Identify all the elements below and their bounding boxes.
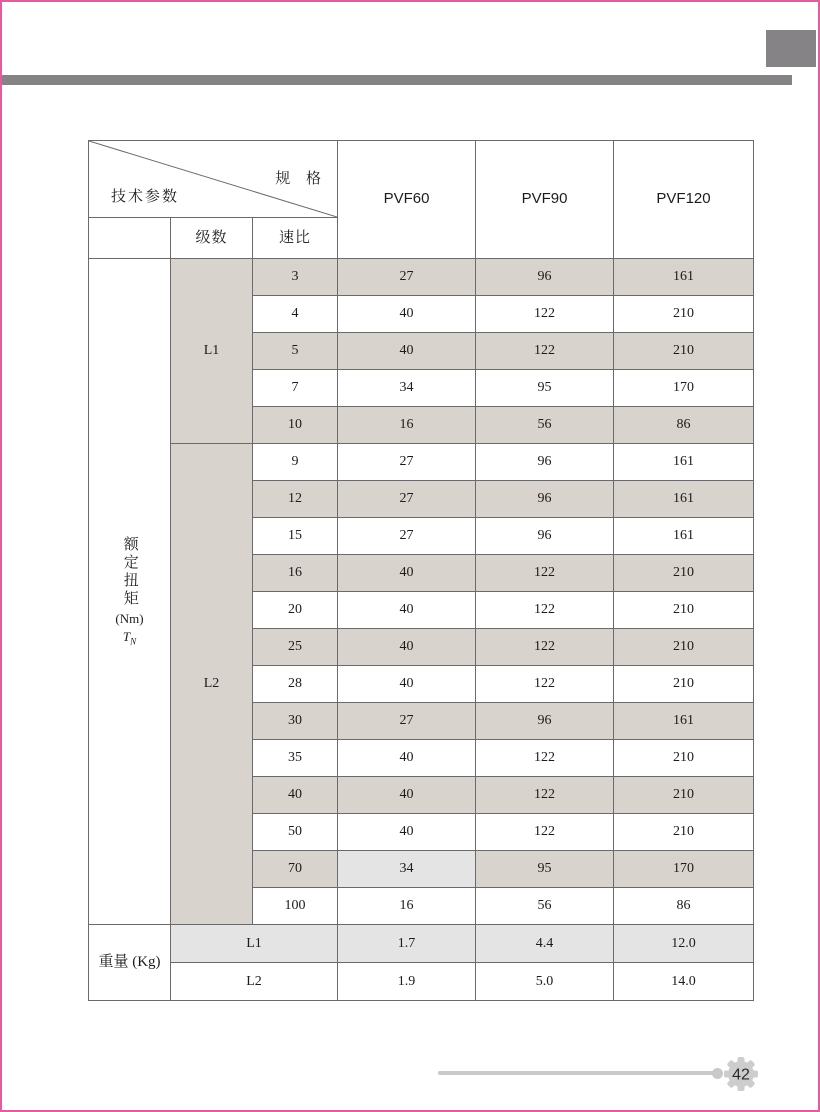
value-cell: 27 [338, 481, 476, 518]
ratio-cell: 40 [253, 777, 338, 814]
value-cell: 122 [476, 592, 614, 629]
value-cell: 122 [476, 555, 614, 592]
value-cell: 161 [614, 518, 754, 555]
weight-stage-cell: L2 [171, 963, 338, 1001]
corner-header-cell [89, 141, 338, 218]
value-cell: 34 [338, 370, 476, 407]
value-cell: 96 [476, 518, 614, 555]
value-cell: 40 [338, 777, 476, 814]
value-cell: 210 [614, 740, 754, 777]
ratio-cell: 5 [253, 333, 338, 370]
value-cell: 170 [614, 851, 754, 888]
weight-value-cell: 12.0 [614, 925, 754, 963]
subheader-stage: 级数 [171, 218, 253, 259]
ratio-cell: 50 [253, 814, 338, 851]
value-cell: 161 [614, 481, 754, 518]
ratio-cell: 35 [253, 740, 338, 777]
ratio-cell: 20 [253, 592, 338, 629]
value-cell: 122 [476, 666, 614, 703]
weight-value-cell: 4.4 [476, 925, 614, 963]
ratio-cell: 7 [253, 370, 338, 407]
value-cell: 122 [476, 296, 614, 333]
weight-value-cell: 1.9 [338, 963, 476, 1001]
empty-cell [89, 218, 171, 259]
stage-cell-l1: L1 [171, 259, 253, 444]
value-cell: 86 [614, 407, 754, 444]
value-cell: 210 [614, 333, 754, 370]
ratio-cell: 12 [253, 481, 338, 518]
ratio-cell: 25 [253, 629, 338, 666]
value-cell: 27 [338, 703, 476, 740]
weight-value-cell: 5.0 [476, 963, 614, 1001]
value-cell: 27 [338, 518, 476, 555]
ratio-cell: 4 [253, 296, 338, 333]
value-cell: 161 [614, 444, 754, 481]
value-cell: 56 [476, 888, 614, 925]
value-cell: 95 [476, 370, 614, 407]
value-cell: 27 [338, 259, 476, 296]
value-cell: 40 [338, 333, 476, 370]
value-cell: 40 [338, 592, 476, 629]
weight-value-cell: 1.7 [338, 925, 476, 963]
spec-table-container [88, 140, 754, 1001]
value-cell: 34 [338, 851, 476, 888]
footer-rule-line [438, 1071, 718, 1075]
weight-value-cell: 14.0 [614, 963, 754, 1001]
value-cell: 122 [476, 814, 614, 851]
value-cell: 40 [338, 555, 476, 592]
value-cell: 96 [476, 259, 614, 296]
page-number: 42 [732, 1066, 750, 1084]
value-cell: 16 [338, 407, 476, 444]
torque-label-vertical: 额定扭矩 [121, 535, 138, 608]
value-cell: 170 [614, 370, 754, 407]
ratio-cell: 28 [253, 666, 338, 703]
value-cell: 16 [338, 888, 476, 925]
value-cell: 210 [614, 629, 754, 666]
value-cell: 27 [338, 444, 476, 481]
column-header-pvf60: PVF60 [338, 141, 476, 259]
column-header-pvf90: PVF90 [476, 141, 614, 259]
value-cell: 86 [614, 888, 754, 925]
ratio-cell: 70 [253, 851, 338, 888]
value-cell: 210 [614, 592, 754, 629]
value-cell: 210 [614, 555, 754, 592]
value-cell: 161 [614, 259, 754, 296]
value-cell: 56 [476, 407, 614, 444]
corner-label-spec: 规 格 [275, 171, 328, 187]
value-cell: 40 [338, 666, 476, 703]
torque-symbol: $T_N$ [122, 628, 137, 647]
ratio-cell: 15 [253, 518, 338, 555]
value-cell: 40 [338, 814, 476, 851]
value-cell: 122 [476, 333, 614, 370]
value-cell: 122 [476, 740, 614, 777]
column-header-pvf120: PVF120 [614, 141, 754, 259]
value-cell: 96 [476, 703, 614, 740]
subheader-ratio: 速比 [253, 218, 338, 259]
value-cell: 210 [614, 814, 754, 851]
torque-unit: (Nm) [115, 610, 144, 626]
torque-label-cell [89, 259, 171, 925]
value-cell: 40 [338, 629, 476, 666]
ratio-cell: 30 [253, 703, 338, 740]
stage-cell-l2: L2 [171, 444, 253, 925]
corner-label-parameters: 技术参数 [111, 188, 180, 205]
value-cell: 122 [476, 629, 614, 666]
value-cell: 96 [476, 481, 614, 518]
value-cell: 122 [476, 777, 614, 814]
value-cell: 40 [338, 740, 476, 777]
header-rule-bar [2, 75, 792, 85]
value-cell: 210 [614, 666, 754, 703]
value-cell: 161 [614, 703, 754, 740]
ratio-cell: 9 [253, 444, 338, 481]
value-cell: 210 [614, 777, 754, 814]
value-cell: 40 [338, 296, 476, 333]
value-cell: 210 [614, 296, 754, 333]
weight-label-cell: 重量 (Kg) [89, 925, 171, 1001]
weight-stage-cell: L1 [171, 925, 338, 963]
page-number-gear-icon [722, 1055, 760, 1093]
spec-table [88, 140, 754, 1001]
value-cell: 95 [476, 851, 614, 888]
value-cell: 96 [476, 444, 614, 481]
ratio-cell: 3 [253, 259, 338, 296]
header-accent-square [766, 30, 816, 67]
ratio-cell: 100 [253, 888, 338, 925]
ratio-cell: 16 [253, 555, 338, 592]
ratio-cell: 10 [253, 407, 338, 444]
